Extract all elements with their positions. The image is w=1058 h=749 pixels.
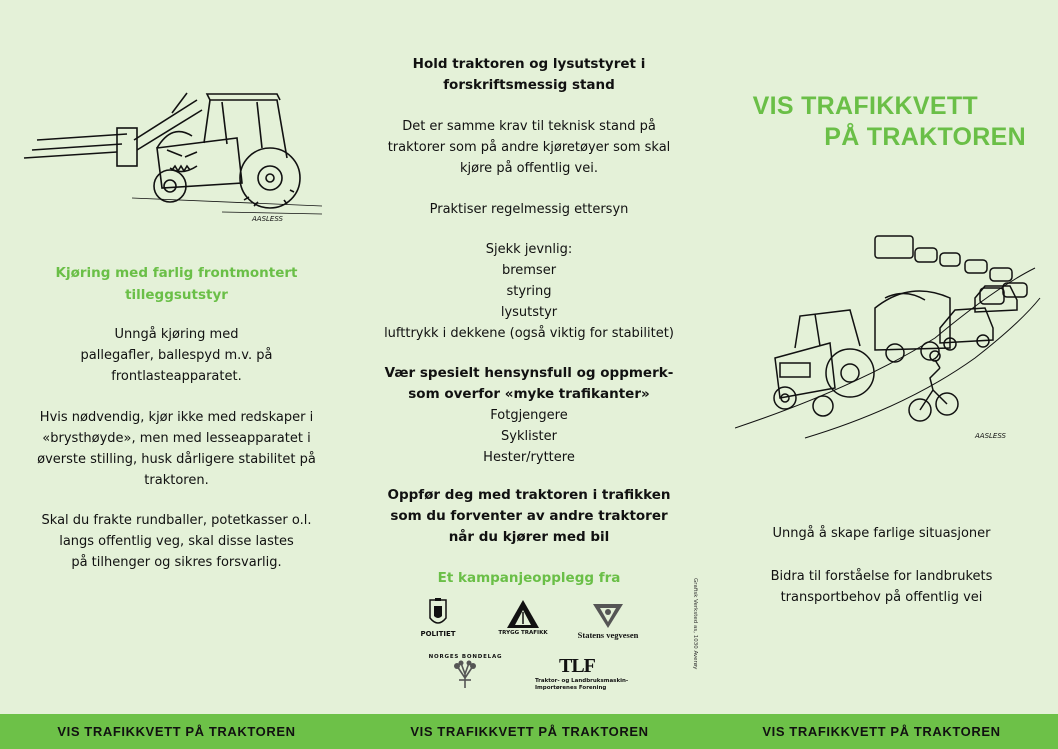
credit-text: Grafisk Verksted as, 1030 Averøy [692, 578, 698, 670]
trygg-trafikk-logo: TRYGG TRAFIKK [493, 598, 553, 636]
footer-label: VIS TRAFIKKVETT PÅ TRAKTOREN [410, 724, 649, 739]
list-item: Sjekk jevnlig: [485, 242, 573, 257]
left-paragraph-3: Skal du frakte rundballer, potetkasser o.l. langs offentlig veg, skal disse lastes på tilhenger og sikres forsvarlig. [41, 513, 312, 570]
tlf-logo: TLF Traktor- og Landbruksmaskin- Importørenes Forening [535, 655, 629, 691]
list-item: styring [506, 284, 552, 299]
middle-panel [353, 0, 705, 714]
left-heading-line: Kjøring med farlig frontmontert [55, 265, 298, 281]
campaign-heading: Et kampanjeopplegg fra [437, 570, 621, 586]
list-item: bremser [501, 263, 557, 278]
care-section: Vær spesielt hensynsfull og oppmerk- som overfor «myke trafikanter» Fotgjengere Syklister Hester/ryttere [353, 363, 705, 468]
traffic-queue-illustration [735, 228, 1045, 443]
left-heading [0, 262, 353, 306]
left-heading-line: tilleggsutstyr [125, 287, 228, 303]
footer-label: VIS TRAFIKKVETT PÅ TRAKTOREN [762, 724, 1001, 739]
list-item: lysutstyr [500, 305, 558, 320]
artist-signature: AASLESS [975, 432, 1006, 440]
list-item: Hester/ryttere [483, 450, 575, 465]
right-panel [705, 0, 1058, 714]
right-text-2: Bidra til forståelse for landbrukets transportbehov på offentlig vei [770, 569, 993, 605]
politiet-logo: POLITIET [408, 598, 468, 638]
middle-intro: Det er samme krav til teknisk stand på traktorer som på andre kjøretøyer som skal kjøre på offentlig vei. [387, 119, 671, 176]
norges-bondelag-logo: NORGES BONDELAG [423, 654, 508, 690]
list-item: lufttrykk i dekkene (også viktig for stabilitet) [384, 326, 674, 341]
footer-label: VIS TRAFIKKVETT PÅ TRAKTOREN [57, 724, 296, 739]
middle-heading: Hold traktoren og lysutstyret i forskriftsmessig stand [412, 56, 646, 93]
cover-title: VIS TRAFIKKVETT PÅ TRAKTOREN [752, 92, 1026, 151]
wheat-sheaf-icon [423, 660, 508, 690]
practice-text: Praktiser regelmessig ettersyn [429, 202, 629, 217]
left-panel [0, 0, 353, 714]
left-paragraph-1: Unngå kjøring med pallegafler, ballespyd m.v. på frontlasteapparatet. [80, 327, 273, 384]
vegvesen-emblem-icon [568, 602, 648, 630]
svg-text:AASLESS: AASLESS [252, 215, 283, 223]
police-crest-icon [408, 598, 468, 630]
triangle-road-icon [493, 598, 553, 630]
statens-vegvesen-logo: Statens vegvesen [568, 602, 648, 640]
right-text-1: Unngå å skape farlige situasjoner [772, 526, 991, 541]
list-item: Fotgjengere [490, 408, 568, 423]
footer-bar [0, 714, 1058, 749]
tractor-frontloader-illustration [22, 88, 322, 223]
behave-text: Oppfør deg med traktoren i trafikken som du forventer av andre traktorer når du kjører med bil [387, 487, 671, 545]
list-item: Syklister [501, 429, 557, 444]
check-list [353, 239, 705, 344]
left-paragraph-2: Hvis nødvendig, kjør ikke med redskaper i «brysthøyde», men med lesseapparatet i øverste stilling, husk dårligere stabilitet på traktoren. [37, 410, 316, 488]
